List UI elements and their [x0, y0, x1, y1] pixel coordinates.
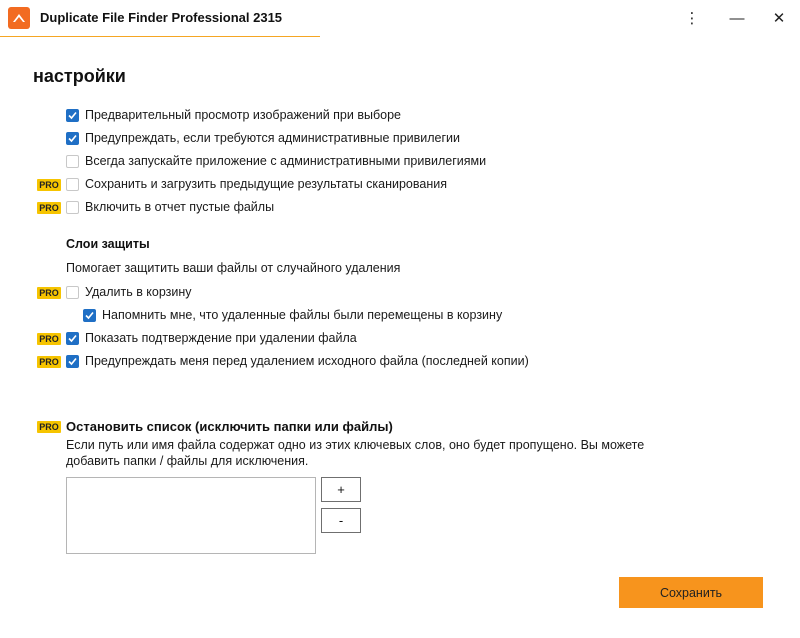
page-title: настройки — [33, 66, 126, 86]
pro-badge: PRO — [37, 333, 61, 345]
stop-list-box[interactable] — [66, 477, 316, 554]
option-label: Предупреждать, если требуются административные привилегии — [85, 131, 461, 145]
option-save-results[interactable] — [66, 177, 447, 191]
pro-badge: PRO — [37, 356, 61, 368]
close-icon[interactable]: ✕ — [772, 10, 786, 27]
menu-icon[interactable]: ⋮ — [684, 10, 700, 27]
add-exclusion-button[interactable]: + — [321, 477, 361, 502]
checkbox[interactable] — [66, 155, 79, 168]
save-button[interactable]: Сохранить — [619, 577, 763, 608]
minimize-icon[interactable]: — — [729, 9, 745, 27]
option-label: Сохранить и загрузить предыдущие результаты сканирования — [85, 177, 447, 191]
option-preview-images[interactable] — [66, 108, 401, 122]
option-label: Напомнить мне, что удаленные файлы были перемещены в корзину — [102, 308, 503, 322]
option-run-as-admin[interactable] — [66, 154, 486, 168]
pro-badge: PRO — [37, 421, 61, 433]
checkbox[interactable] — [66, 201, 79, 214]
option-empty-files[interactable] — [66, 200, 274, 214]
stop-list-description: Если путь или имя файла содержат одно из этих ключевых слов, оно будет пропущено. Вы можете добавить папки / файлы для исключения. — [66, 438, 645, 468]
remove-exclusion-button[interactable]: - — [321, 508, 361, 533]
checkbox[interactable] — [66, 355, 79, 368]
pro-badge: PRO — [37, 287, 61, 299]
window-title: Duplicate File Finder Professional 2315 — [40, 10, 283, 25]
app-logo-icon — [8, 7, 30, 29]
protection-description: Помогает защитить ваши файлы от случайного удаления — [66, 261, 401, 275]
checkbox[interactable] — [66, 286, 79, 299]
option-label: Предупреждать меня перед удалением исходного файла (последней копии) — [85, 354, 529, 368]
option-remind-recycle[interactable] — [83, 308, 502, 322]
option-label: Всегда запускайте приложение с административными привилегиями — [85, 154, 487, 168]
option-confirm-delete[interactable] — [66, 331, 357, 345]
option-label: Включить в отчет пустые файлы — [85, 200, 275, 214]
title-bar — [0, 0, 800, 37]
option-label: Удалить в корзину — [85, 285, 192, 299]
option-warn-last-copy[interactable] — [66, 354, 529, 368]
title-accent-line — [0, 36, 320, 37]
checkbox[interactable] — [66, 132, 79, 145]
checkbox[interactable] — [83, 309, 96, 322]
pro-badge: PRO — [37, 202, 61, 214]
protection-title: Слои защиты — [66, 237, 150, 251]
stop-list-title: Остановить список (исключить папки или файлы) — [66, 419, 393, 434]
checkbox[interactable] — [66, 109, 79, 122]
option-warn-admin[interactable] — [66, 131, 460, 145]
pro-badge: PRO — [37, 179, 61, 191]
option-label: Предварительный просмотр изображений при выборе — [85, 108, 401, 122]
checkbox[interactable] — [66, 178, 79, 191]
option-delete-to-recycle[interactable] — [66, 285, 192, 299]
option-label: Показать подтверждение при удалении файла — [85, 331, 357, 345]
checkbox[interactable] — [66, 332, 79, 345]
